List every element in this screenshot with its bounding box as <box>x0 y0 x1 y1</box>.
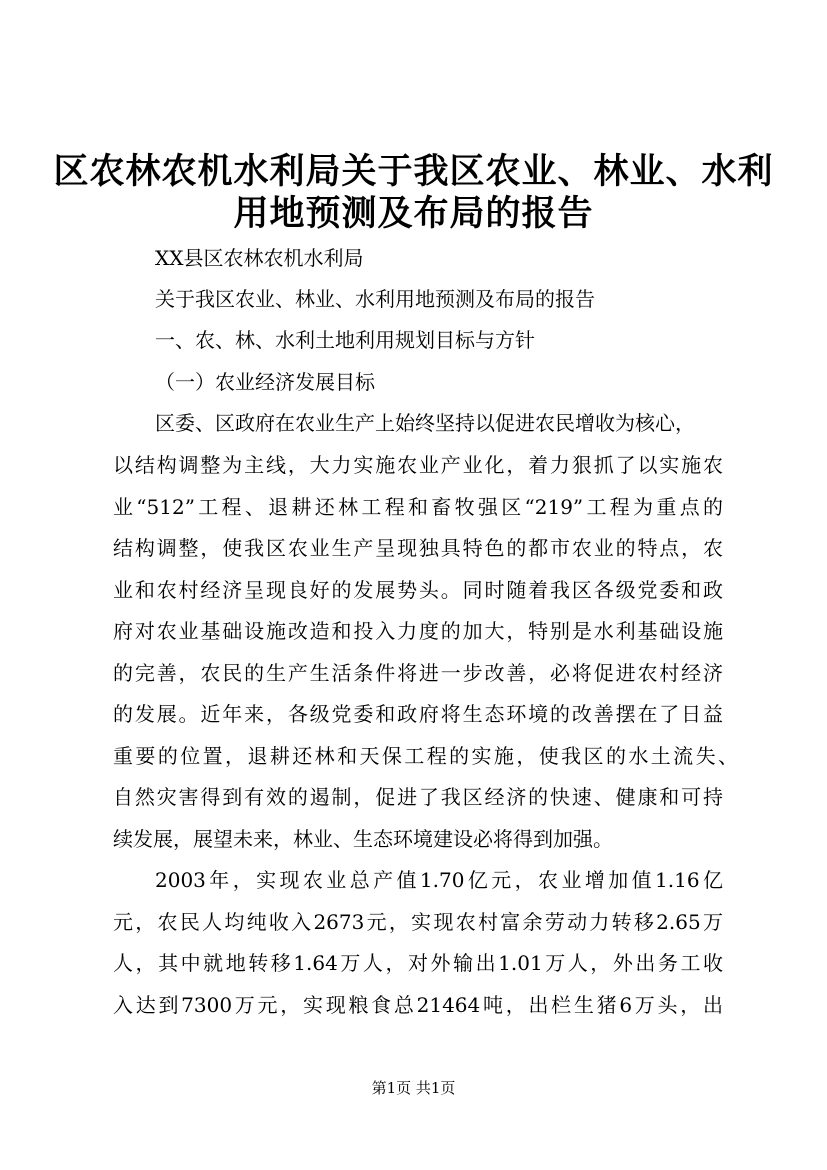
paragraph-line: 人，其中就地转移1.64万人，对外输出1.01万人，外出务工收 <box>113 951 723 975</box>
paragraph-line: 业和农村经济呈现良好的发展势头。同时随着我区各级党委和政 <box>113 578 723 602</box>
document-title-line-2: 用地预测及布局的报告 <box>233 193 594 234</box>
report-subtitle: 关于我区农业、林业、水利用地预测及布局的报告 <box>155 287 595 311</box>
paragraph-line: 自然灾害得到有效的遏制，促进了我区经济的快速、健康和可持 <box>113 785 723 809</box>
paragraph-line: 的完善，农民的生产生活条件将进一步改善，必将促进农村经济 <box>113 661 723 685</box>
paragraph-line: 续发展，展望未来，林业、生态环境建设必将得到加强。 <box>113 827 613 851</box>
subsection-heading: （一）农业经济发展目标 <box>155 370 375 394</box>
paragraph-line: 结构调整，使我区农业生产呈现独具特色的都市农业的特点，农 <box>113 536 723 560</box>
paragraph-line: 重要的位置，退耕还林和天保工程的实施，使我区的水土流失、 <box>113 744 738 768</box>
section-heading: 一、农、林、水利土地利用规划目标与方针 <box>155 328 535 352</box>
author-line: XX县区农林农机水利局 <box>155 246 364 270</box>
document-title-line-1: 区农林农机水利局关于我区农业、林业、水利 <box>53 151 774 192</box>
paragraph-line: 区委、区政府在农业生产上始终坚持以促进农民增收为核心， <box>155 411 695 435</box>
paragraph-line: 元，农民人均纯收入2673元，实现农村富余劳动力转移2.65万 <box>113 910 723 934</box>
paragraph-line: 入达到7300万元，实现粮食总21464吨，出栏生猪6万头，出 <box>113 993 723 1017</box>
paragraph-line: 2003年，实现农业总产值1.70亿元，农业增加值1.16亿 <box>155 868 723 892</box>
paragraph-line: 业“512”工程、退耕还林工程和畜牧强区“219”工程为重点的 <box>113 495 723 519</box>
paragraph-line: 府对农业基础设施改造和投入力度的加大，特别是水利基础设施 <box>113 619 723 643</box>
page-number-footer: 第1页 共1页 <box>371 1079 456 1097</box>
paragraph-line: 以结构调整为主线，大力实施农业产业化，着力狠抓了以实施农 <box>113 453 723 477</box>
paragraph-line: 的发展。近年来，各级党委和政府将生态环境的改善摆在了日益 <box>113 702 723 726</box>
